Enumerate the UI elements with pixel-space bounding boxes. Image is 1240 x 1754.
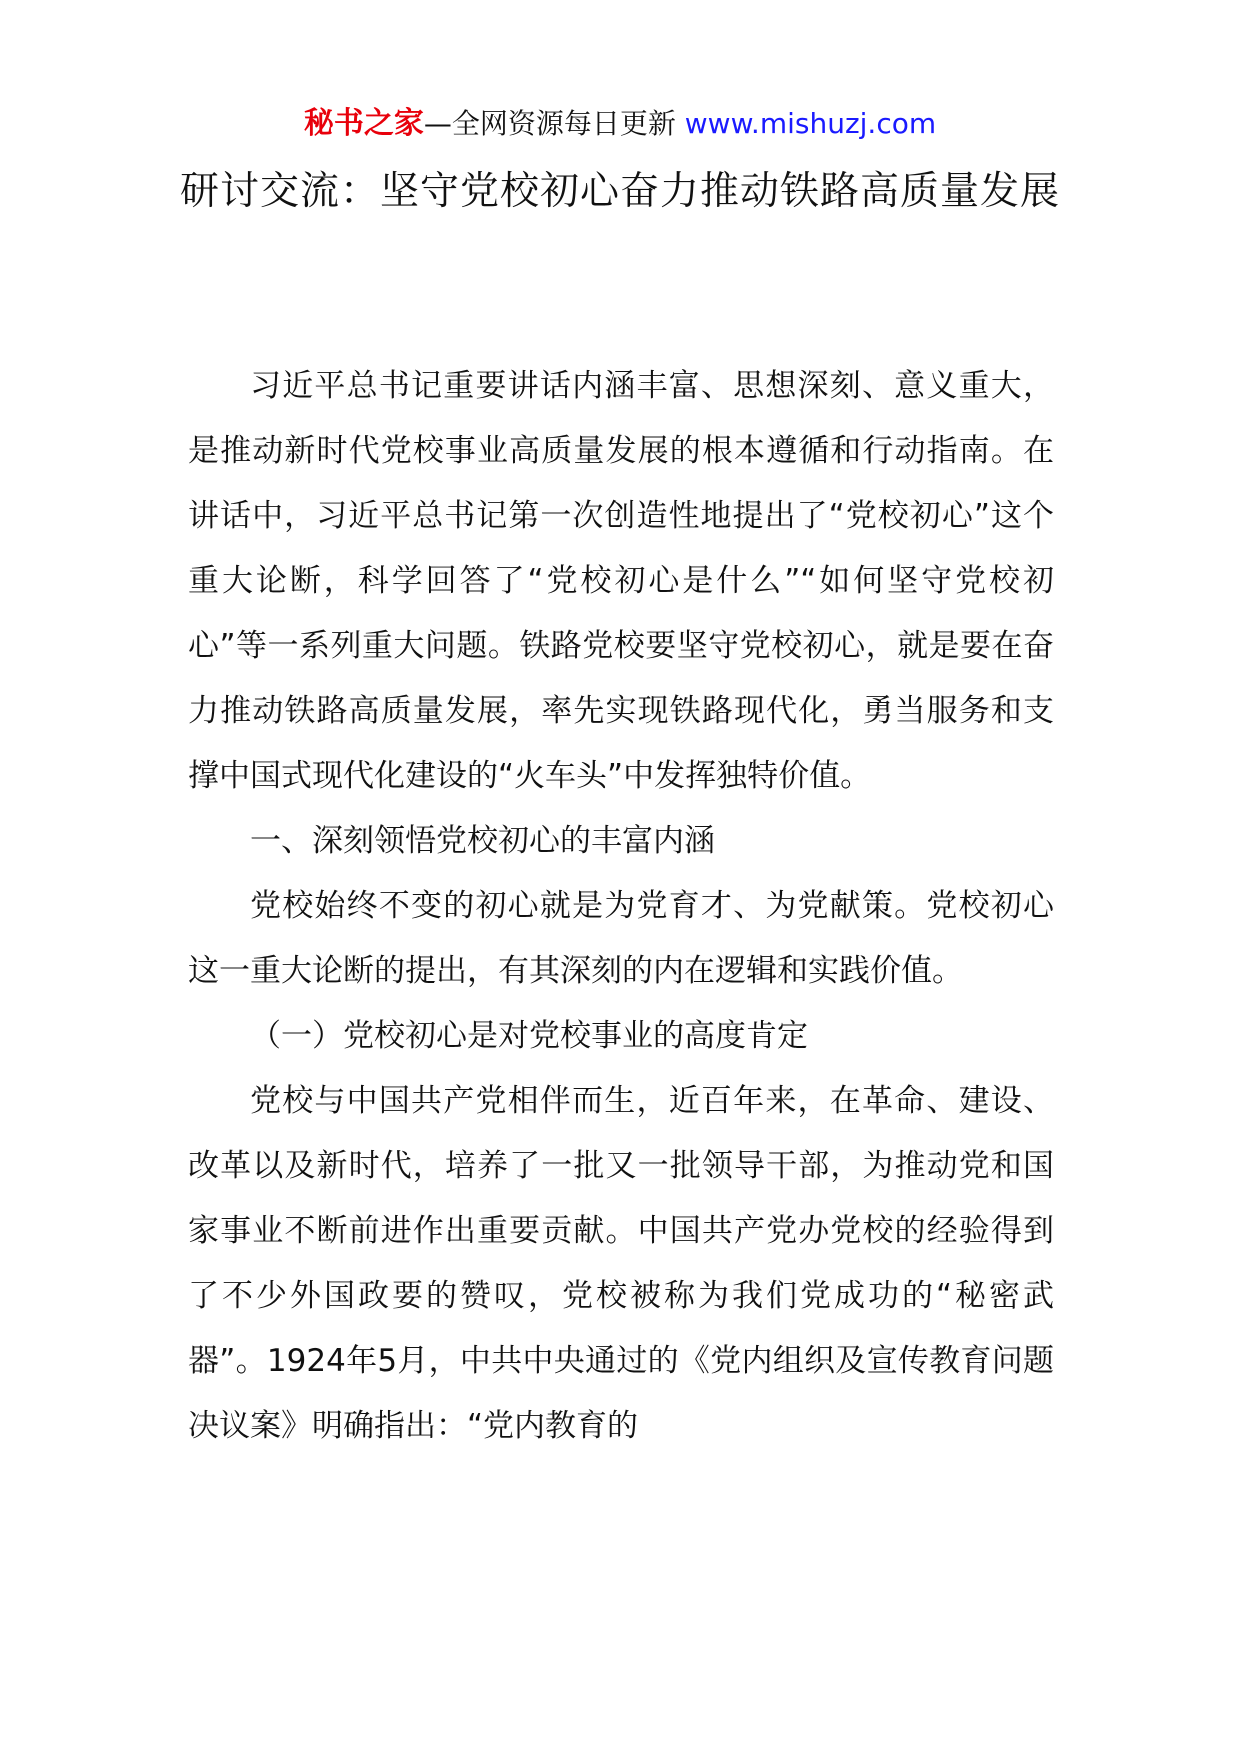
subsection-heading-1: （一）党校初心是对党校事业的高度肯定 — [250, 1018, 808, 1054]
section-heading-1: 一、深刻领悟党校初心的丰富内涵 — [250, 823, 715, 859]
header-slogan: —全网资源每日更新 — [423, 107, 685, 140]
document-body — [188, 354, 1054, 1459]
paragraph-subsection-1: 党校与中国共产党相伴而生，近百年来，在革命、建设、改革以及新时代，培养了一批又一批领导干部，为推动党和国家事业不断前进作出重要贡献。中国共产党办党校的经验得到了不少外国政要的赞叹，党校被称为我们党成功的“秘密武器”。1924年5月，中共中央通过的《党内组织及宣传教育问题决议案》明确指出：“党内教育的 — [188, 1083, 1054, 1444]
paragraph-intro: 习近平总书记重要讲话内涵丰富、思想深刻、意义重大，是推动新时代党校事业高质量发展的根本遵循和行动指南。在讲话中，习近平总书记第一次创造性地提出了“党校初心”这个重大论断，科学回答了“党校初心是什么”“如何坚守党校初心”等一系列重大问题。铁路党校要坚守党校初心，就是要在奋力推动铁路高质量发展，率先实现铁路现代化，勇当服务和支撑中国式现代化建设的“火车头”中发挥独特价值。 — [188, 368, 1054, 794]
document-title: 研讨交流：坚守党校初心奋力推动铁路高质量发展 — [180, 169, 1061, 214]
paragraph-section-1: 党校始终不变的初心就是为党育才、为党献策。党校初心这一重大论断的提出，有其深刻的内在逻辑和实践价值。 — [188, 888, 1054, 989]
site-url-link[interactable]: www.mishuzj.com — [684, 107, 937, 140]
brand-name: 秘书之家 — [303, 106, 424, 141]
site-header — [0, 104, 1240, 144]
